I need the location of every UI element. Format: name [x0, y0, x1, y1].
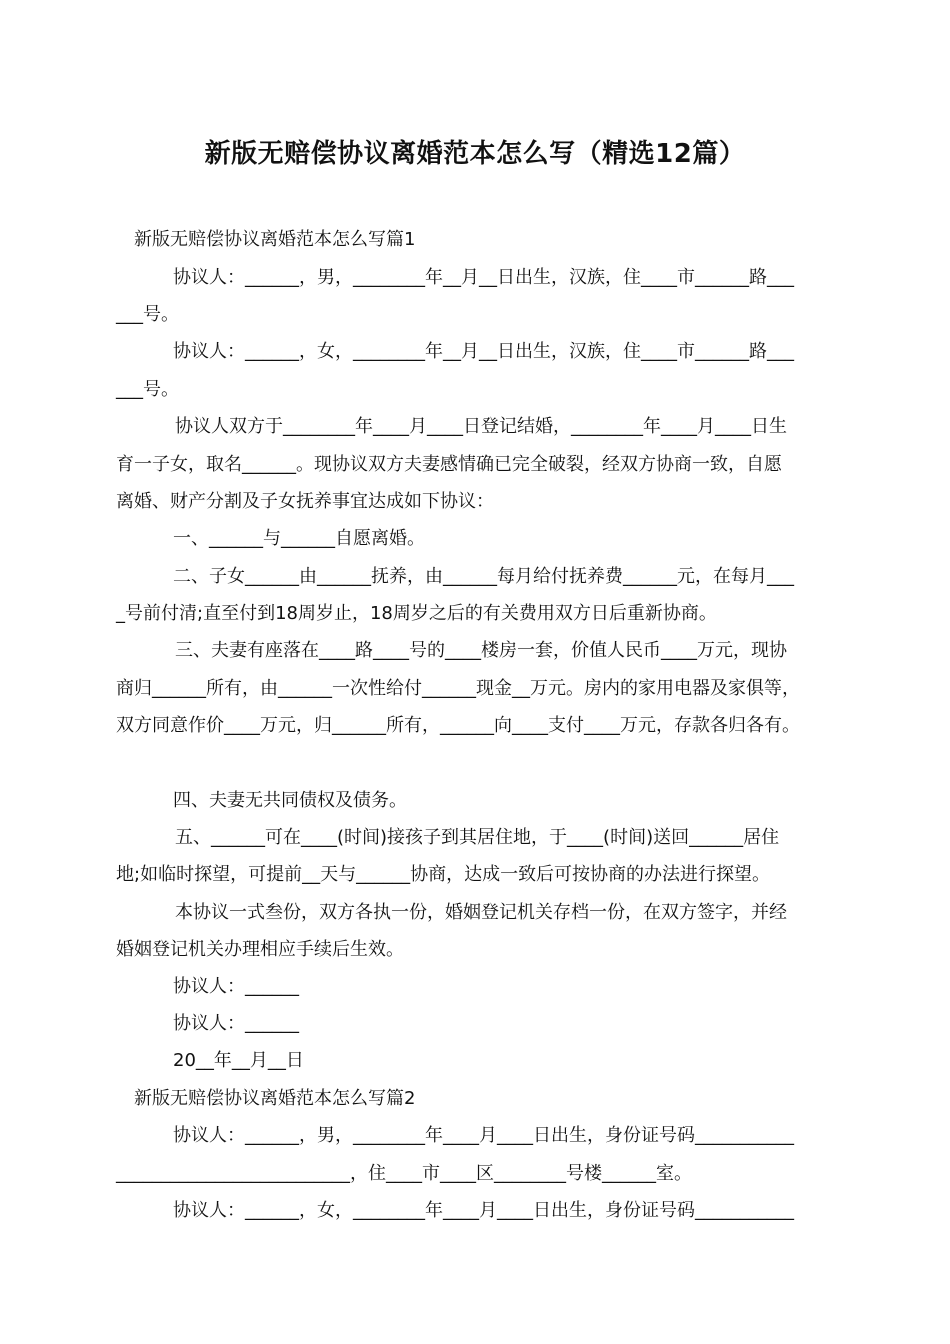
paragraph-line: 婚姻登记机关办理相应手续后生效。 — [116, 939, 404, 960]
paragraph-line: 商归______所有，由______一次性给付______现金__万元。房内的家用电器及家俱等， — [116, 678, 800, 699]
document-title: 新版无赔偿协议离婚范本怎么写（精选12篇） — [204, 139, 746, 169]
paragraph-line: 一、______与______自愿离婚。 — [173, 528, 425, 549]
paragraph-line: 协议人：______，男，________年__月__日出生，汉族，住____市______路___ — [173, 267, 794, 288]
paragraph-line: 本协议一式叁份，双方各执一份，婚姻登记机关存档一份，在双方签字，并经 — [175, 902, 787, 923]
paragraph-line: 五、______可在____(时间)接孩子到其居住地，于____(时间)送回______居住 — [175, 827, 780, 848]
paragraph-line: ___号。 — [116, 304, 179, 325]
paragraph-line: 协议人：______，男，________年____月____日出生，身份证号码___________ — [173, 1125, 794, 1146]
paragraph-line: __________________________，住____市____区________号楼______室。 — [116, 1163, 692, 1184]
signature-line: 协议人：______ — [173, 976, 299, 997]
paragraph-line: 双方同意作价____万元，归______所有，______向____支付____万元，存款各归各有。 — [116, 715, 800, 736]
section-heading-2: 新版无赔偿协议离婚范本怎么写篇2 — [134, 1088, 416, 1109]
paragraph-line: ___号。 — [116, 379, 179, 400]
paragraph-line: 三、夫妻有座落在____路____号的____楼房一套，价值人民币____万元，现协 — [175, 640, 787, 661]
paragraph-line: _号前付清;直至付到18周岁止，18周岁之后的有关费用双方日后重新协商。 — [116, 603, 717, 624]
paragraph-line: 二、子女______由______抚养，由______每月给付抚养费______元，在每月___ — [173, 566, 794, 587]
date-line: 20__年__月__日 — [173, 1050, 304, 1071]
paragraph-line: 育一子女，取名______。现协议双方夫妻感情确已完全破裂，经双方协商一致，自愿 — [116, 454, 782, 475]
paragraph-line: 地;如临时探望，可提前__天与______协商，达成一致后可按协商的办法进行探望。 — [116, 864, 771, 885]
section-heading-1: 新版无赔偿协议离婚范本怎么写篇1 — [134, 229, 416, 250]
paragraph-line: 协议人：______，女，________年__月__日出生，汉族，住____市______路___ — [173, 341, 794, 362]
paragraph-line: 协议人：______，女，________年____月____日出生，身份证号码___________ — [173, 1200, 794, 1221]
paragraph-line: 四、夫妻无共同债权及债务。 — [173, 790, 407, 811]
paragraph-line: 协议人双方于________年____月____日登记结婚，________年____月____日生 — [175, 416, 787, 437]
signature-line: 协议人：______ — [173, 1013, 299, 1034]
paragraph-line: 离婚、财产分割及子女抚养事宜达成如下协议： — [116, 491, 494, 512]
